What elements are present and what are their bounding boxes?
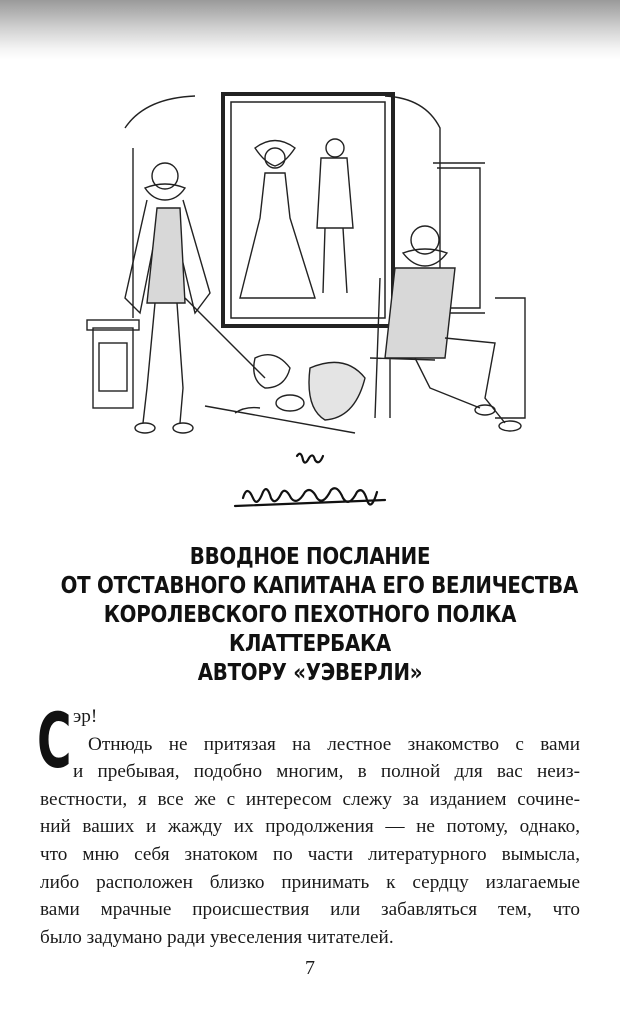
engraving-illustration (85, 88, 535, 533)
heading-line: ОТ ОТСТАВНОГО КАПИТАНА ЕГО ВЕЛИЧЕСТВА (60, 573, 579, 599)
page-number: 7 (305, 957, 315, 979)
chapter-heading (60, 543, 579, 688)
paragraph-line: и пребывая, подобно многим, в полной для вас неиз- (73, 761, 580, 783)
salutation: эр! (73, 706, 98, 727)
paragraph-line: Отнюдь не притязая на лестное знакомство с вами (88, 733, 580, 755)
paragraph-line: ний ваших и жажду их продолжения — не потому, однако, (40, 816, 580, 838)
top-shadow (0, 0, 620, 60)
heading-line: АВТОРУ «УЭВЕРЛИ» (197, 660, 423, 686)
paragraph-line: вестности, я все же с интересом слежу за изданием сочине- (40, 788, 580, 810)
paragraph-line: вами мрачные происшествия или забавляться тем, что (40, 899, 580, 921)
drop-cap: С (37, 696, 72, 785)
heading-line: КОРОЛЕВСКОГО ПЕХОТНОГО ПОЛКА (103, 602, 517, 628)
paragraph-line: было задумано ради увеселения читателей. (40, 926, 394, 948)
heading-line: ВВОДНОЕ ПОСЛАНИЕ (189, 544, 431, 570)
body-text (37, 696, 580, 951)
paragraph-line: либо расположен близко принимать к сердцу излагаемые (40, 871, 580, 893)
paragraph-line: что мню себя знатоком по части литературного вымысла, (40, 843, 580, 865)
heading-line: КЛАТТЕРБАКА (229, 631, 391, 657)
